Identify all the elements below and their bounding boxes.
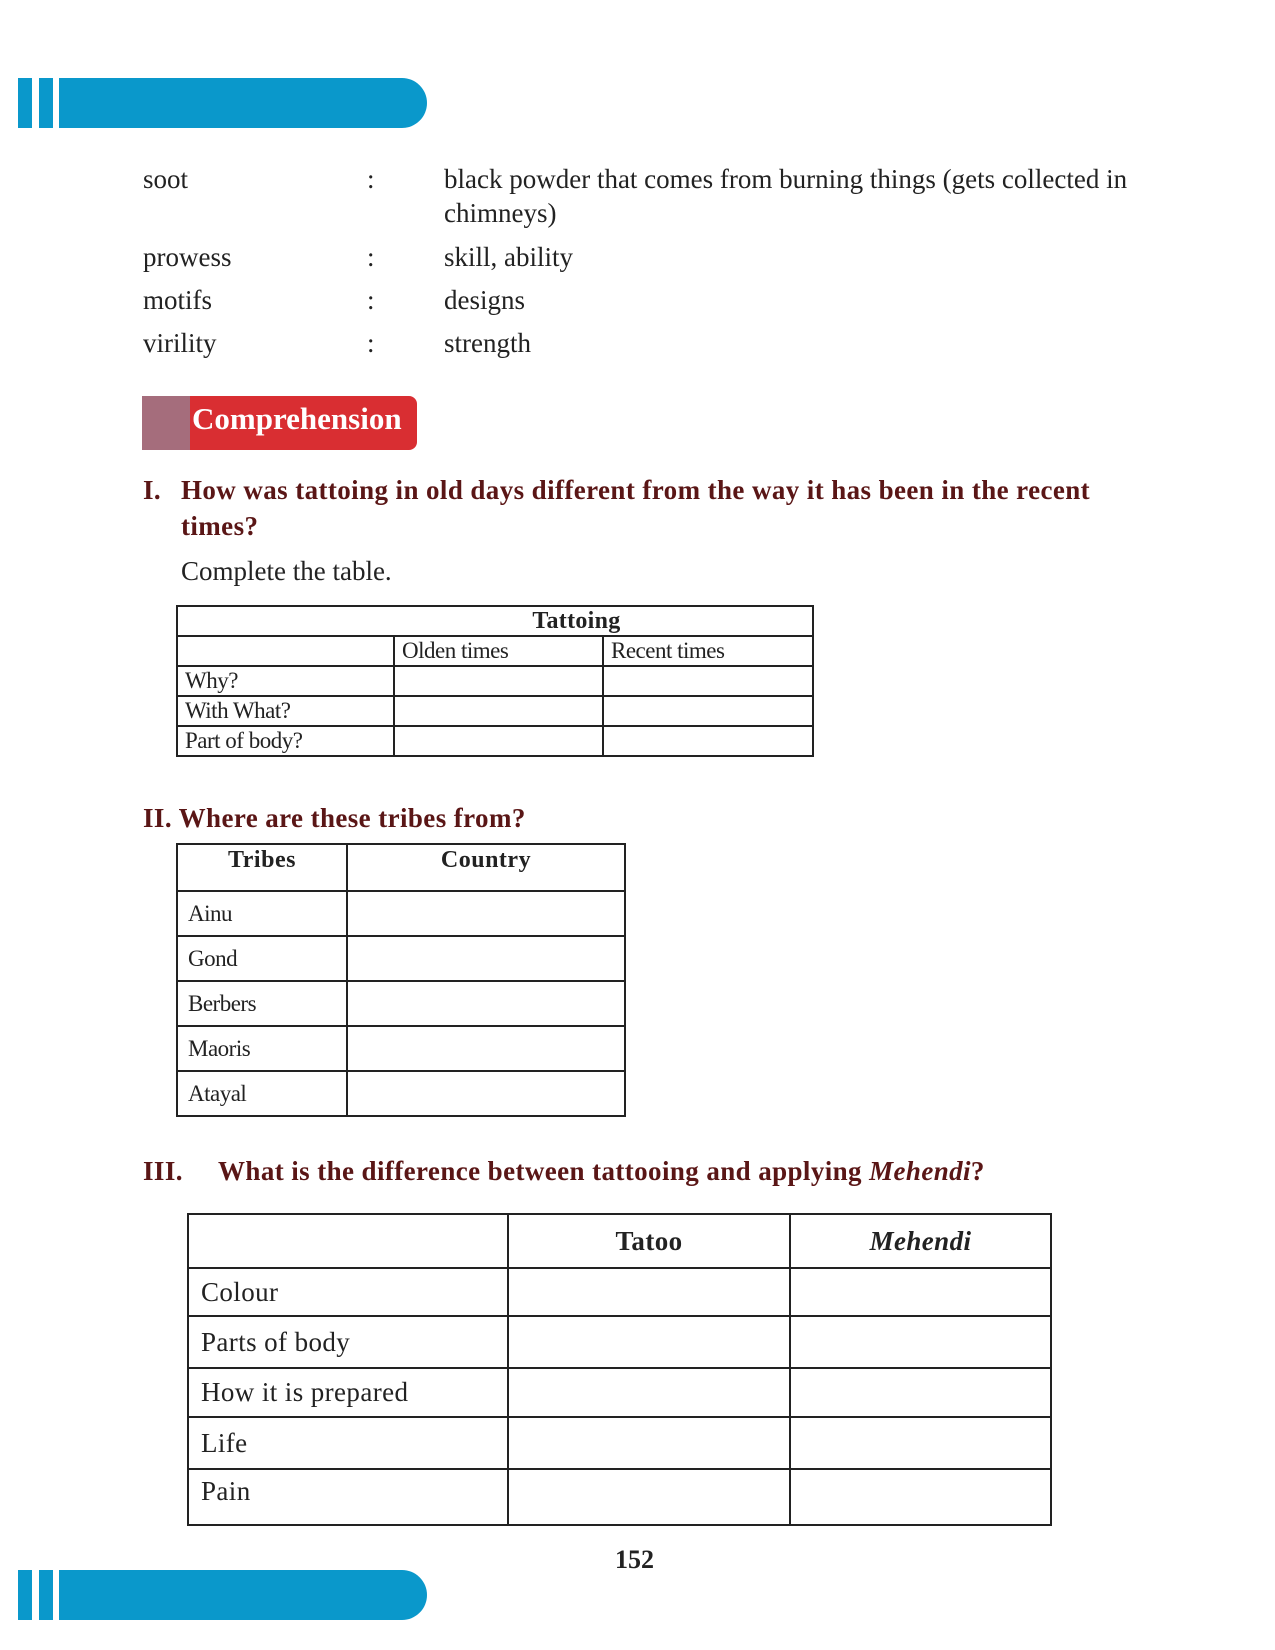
row-label: Colour: [188, 1268, 508, 1316]
question-text: [218, 1153, 985, 1189]
glossary-colon: :: [367, 164, 375, 194]
row-label: Why?: [177, 666, 394, 696]
bar-stripe: [39, 1570, 53, 1620]
answer-cell[interactable]: [790, 1469, 1051, 1525]
answer-cell[interactable]: [790, 1417, 1051, 1469]
answer-cell[interactable]: [347, 1071, 625, 1116]
table-header: Tatoo: [508, 1214, 790, 1268]
answer-cell[interactable]: [347, 891, 625, 936]
table-header: Recent times: [603, 636, 813, 666]
glossary-colon: :: [367, 242, 375, 272]
question-text-part: ?: [970, 1156, 985, 1186]
top-decorative-bar: [18, 78, 428, 128]
bar-stripe: [18, 1570, 32, 1620]
glossary-colon: :: [367, 328, 375, 358]
table-header-empty: [188, 1214, 508, 1268]
answer-cell[interactable]: [603, 666, 813, 696]
answer-cell[interactable]: [508, 1268, 790, 1316]
answer-cell[interactable]: [790, 1316, 1051, 1368]
table-title: Tattoing: [177, 606, 813, 636]
answer-cell[interactable]: [347, 981, 625, 1026]
glossary-definition: designs: [444, 285, 525, 315]
answer-cell[interactable]: [394, 666, 603, 696]
bar-stripe: [39, 78, 53, 128]
answer-cell[interactable]: [603, 726, 813, 756]
row-label: How it is prepared: [188, 1368, 508, 1417]
row-label: Berbers: [177, 981, 347, 1026]
glossary-colon: :: [367, 285, 375, 315]
answer-cell[interactable]: [508, 1469, 790, 1525]
glossary-word: prowess: [143, 242, 232, 272]
row-label: Part of body?: [177, 726, 394, 756]
bar-main: [59, 78, 427, 128]
section-banner: [142, 396, 417, 450]
answer-cell[interactable]: [790, 1368, 1051, 1417]
answer-cell[interactable]: [603, 696, 813, 726]
row-label: Gond: [177, 936, 347, 981]
table-header: Country: [347, 844, 625, 891]
answer-cell[interactable]: [347, 1026, 625, 1071]
page-number: 152: [615, 1545, 654, 1574]
banner-accent: [142, 396, 192, 450]
instruction-text: Complete the table.: [181, 556, 392, 586]
question-text: II. Where are these tribes from?: [143, 803, 526, 833]
table-header-empty: [177, 636, 394, 666]
table-header: Mehendi: [790, 1214, 1051, 1268]
answer-cell[interactable]: [347, 936, 625, 981]
answer-cell[interactable]: [790, 1268, 1051, 1316]
table-header: Olden times: [394, 636, 603, 666]
table-header: Tribes: [177, 844, 347, 891]
section-title: Comprehension: [192, 401, 402, 436]
row-label: Atayal: [177, 1071, 347, 1116]
tattoo-mehendi-table: [187, 1213, 1052, 1526]
answer-cell[interactable]: [394, 696, 603, 726]
glossary-definition: strength: [444, 328, 531, 358]
glossary-word: soot: [143, 164, 189, 194]
question-text-italic: Mehendi: [869, 1156, 971, 1186]
row-label: With What?: [177, 696, 394, 726]
tattoing-table: [176, 605, 814, 757]
bar-main: [59, 1570, 427, 1620]
question-text-part: What is the difference between tattooing and applying: [218, 1156, 870, 1186]
glossary-definition: black powder that comes from burning things (gets collected in chimneys): [444, 164, 1128, 228]
glossary-word: virility: [143, 328, 217, 358]
question-number: III.: [143, 1156, 183, 1186]
row-label: Pain: [188, 1469, 508, 1525]
answer-cell[interactable]: [508, 1368, 790, 1417]
row-label: Maoris: [177, 1026, 347, 1071]
bar-stripe: [18, 78, 32, 128]
row-label: Ainu: [177, 891, 347, 936]
glossary-definition: skill, ability: [444, 242, 574, 272]
answer-cell[interactable]: [508, 1316, 790, 1368]
question-number: I.: [143, 475, 162, 505]
row-label: Life: [188, 1417, 508, 1469]
glossary-word: motifs: [143, 285, 213, 315]
answer-cell[interactable]: [508, 1417, 790, 1469]
answer-cell[interactable]: [394, 726, 603, 756]
bottom-decorative-bar: [18, 1570, 428, 1620]
question-text: How was tattoing in old days different from the way it has been in the recent times?: [181, 475, 1091, 541]
row-label: Parts of body: [188, 1316, 508, 1368]
tribes-table: [176, 843, 626, 1117]
